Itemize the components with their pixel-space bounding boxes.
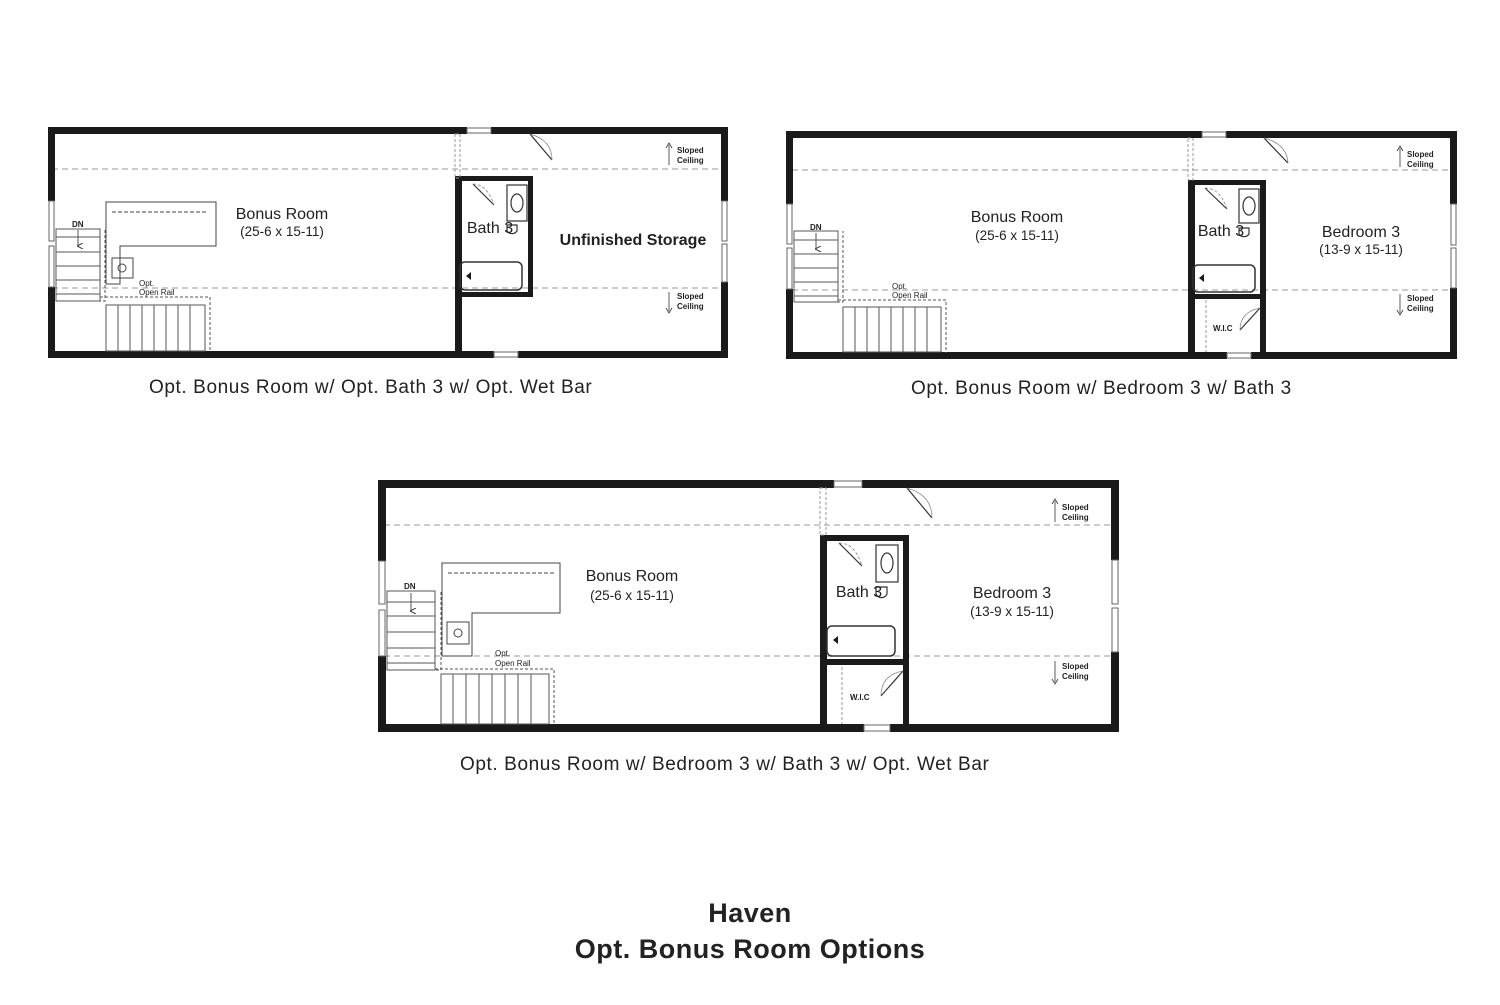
bath-3-label: Bath 3 — [466, 220, 514, 237]
svg-text:Sloped: Sloped — [1062, 662, 1089, 671]
stairs — [56, 229, 210, 352]
rail-label-2: Open Rail — [495, 659, 531, 668]
walk-in-closet — [1206, 300, 1260, 352]
bonus-room-dims: (25-6 x 15-11) — [975, 228, 1059, 243]
svg-text:Ceiling: Ceiling — [677, 156, 704, 165]
plan-3-caption: Opt. Bonus Room w/ Bedroom 3 w/ Bath 3 w/ Opt. Wet Bar — [460, 754, 990, 775]
svg-text:Sloped: Sloped — [677, 292, 704, 301]
svg-text:Ceiling: Ceiling — [1062, 672, 1089, 681]
page-subtitle: Opt. Bonus Room Options — [574, 934, 926, 964]
bath-3-label: Bath 3 — [835, 584, 883, 601]
walk-in-closet — [842, 667, 903, 724]
bedroom-3-label: Bedroom 3 — [1321, 224, 1401, 241]
stairs-down-label: DN — [72, 220, 84, 229]
bonus-room-dims: (25-6 x 15-11) — [590, 588, 674, 603]
wet-bar — [106, 202, 216, 284]
bonus-room-label: Bonus Room — [970, 209, 1064, 226]
bonus-room-dims: (25-6 x 15-11) — [240, 224, 324, 239]
plan-3 — [378, 480, 1119, 732]
rail-label: Opt. — [495, 649, 511, 658]
bedroom-3-label: Bedroom 3 — [972, 585, 1052, 602]
rail-label-2: Open Rail — [892, 291, 928, 300]
svg-text:Ceiling: Ceiling — [677, 302, 704, 311]
page-title: Haven — [708, 898, 792, 928]
bonus-room-label: Bonus Room — [235, 206, 329, 223]
svg-text:Sloped: Sloped — [1062, 503, 1089, 512]
svg-text:Sloped: Sloped — [677, 146, 704, 155]
wet-bar — [442, 563, 560, 656]
bedroom-3-dims: (13-9 x 15-11) — [1319, 242, 1403, 257]
plan-1-caption: Opt. Bonus Room w/ Opt. Bath 3 w/ Opt. Wet Bar — [149, 377, 593, 398]
plan-1 — [48, 127, 728, 358]
unfinished-storage-label: Unfinished Storage — [559, 232, 707, 249]
bath-3-label: Bath 3 — [1197, 223, 1245, 240]
svg-text:Sloped: Sloped — [1407, 150, 1434, 159]
plan-2-caption: Opt. Bonus Room w/ Bedroom 3 w/ Bath 3 — [911, 378, 1292, 399]
rail-label-2: Open Rail — [139, 288, 175, 297]
closet-label: W.I.C — [850, 693, 870, 702]
rail-label: Opt. — [892, 282, 908, 291]
svg-text:Ceiling: Ceiling — [1062, 513, 1089, 522]
svg-text:Ceiling: Ceiling — [1407, 160, 1434, 169]
rail-label: Opt. — [139, 279, 155, 288]
svg-text:Ceiling: Ceiling — [1407, 304, 1434, 313]
stairs-down-label: DN — [404, 582, 416, 591]
svg-text:Sloped: Sloped — [1407, 294, 1434, 303]
plan-2 — [786, 131, 1457, 359]
stairs-down-label: DN — [810, 223, 822, 232]
bedroom-3-dims: (13-9 x 15-11) — [970, 604, 1054, 619]
stairs — [387, 591, 554, 725]
closet-label: W.I.C — [1213, 324, 1233, 333]
bonus-room-label: Bonus Room — [585, 568, 679, 585]
